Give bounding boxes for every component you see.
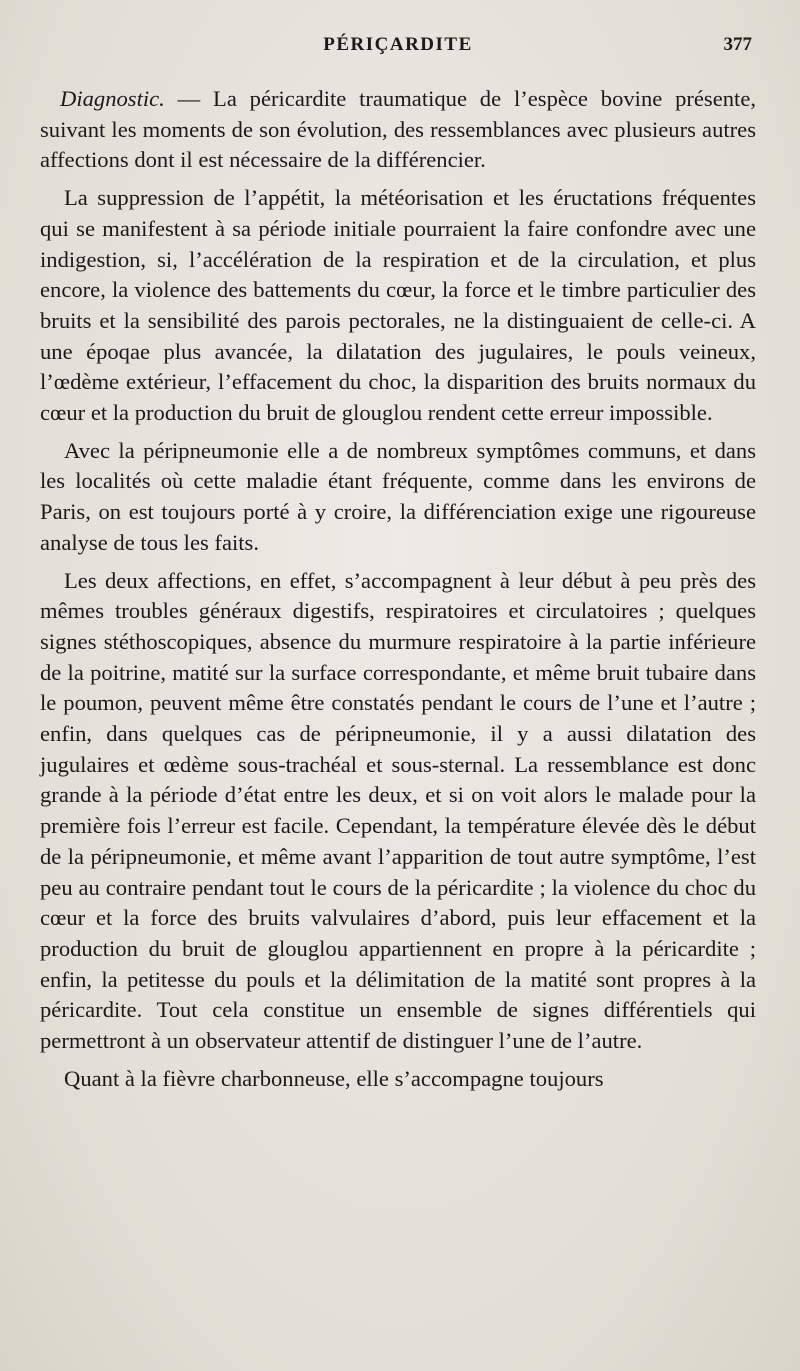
page-number: 377 — [723, 34, 752, 55]
body-text — [40, 84, 756, 1102]
section-lead: Diagnostic. — [60, 86, 165, 111]
paragraph-diagnostic — [40, 84, 756, 176]
running-head — [40, 34, 756, 60]
running-title: PÉRIÇARDITE — [323, 34, 473, 55]
paragraph-indigestion: La suppression de l’appétit, la météorisation et les éructations fréquentes qui se manifestent à sa période initiale pourraient la faire confondre avec une indigestion, si, l’accélération de la respiration et de la circulation, et plus encore, la violence des battements du cœur, la force et le timbre particulier des bruits et la sensibilité des parois pectorales, ne la distinguaient de celle-ci. A une époqae plus avancée, la dilatation des jugulaires, le pouls veineux, l’œdème extérieur, l’effacement du choc, la disparition des bruits normaux du cœur et la production du bruit de glouglou rendent cette erreur impossible. — [40, 185, 756, 426]
paragraph-fievre-charbonneuse: Quant à la fièvre charbonneuse, elle s’accompagne toujours — [64, 1065, 604, 1091]
paragraph-comparison: Les deux affections, en effet, s’accompagnent à leur début à peu près des mêmes troubles généraux digestifs, respiratoires et circulatoires ; quelques signes stéthoscopiques, absence du murmure respiratoire à la partie inférieure de la poitrine, matité sur la surface correspondante, et même bruit tubaire dans le poumon, peuvent même être constatés pendant le cours de l’une et l’autre ; enfin, dans quelques cas de péripneumonie, il y a aussi dilatation des jugulaires et œdème sous-trachéal et sous-sternal. La ressemblance est donc grande à la période d’état entre les deux, et si on voit alors le malade pour la première fois l’erreur est facile. Cependant, la température élevée dès le début de la péripneumonie, et même avant l’apparition de tout autre symptôme, l’est peu au contraire pendant tout le cours de la péricardite ; la violence du choc du cœur et la force des bruits valvulaires d’abord, puis leur effacement et la production du bruit de glouglou appartiennent en propre à la péricardite ; enfin, la petitesse du pouls et la délimitation de la matité sont propres à la péricardite. Tout cela constitue un ensemble de signes différentiels qui permettront à un observateur attentif de distinguer l’une de l’autre. — [40, 567, 756, 1054]
paragraph-text: — La péricardite traumatique de l’espèce bovine présente, suivant les moments de son évolution, des ressemblances avec plusieurs autres affections dont il est nécessaire de la différencier. — [40, 86, 756, 173]
paragraph-peripneumonie: Avec la péripneumonie elle a de nombreux symptômes communs, et dans les localités où cette maladie étant fréquente, comme dans les environs de Paris, on est toujours porté à y croire, la différenciation exige une rigoureuse analyse de tous les faits. — [40, 437, 756, 555]
